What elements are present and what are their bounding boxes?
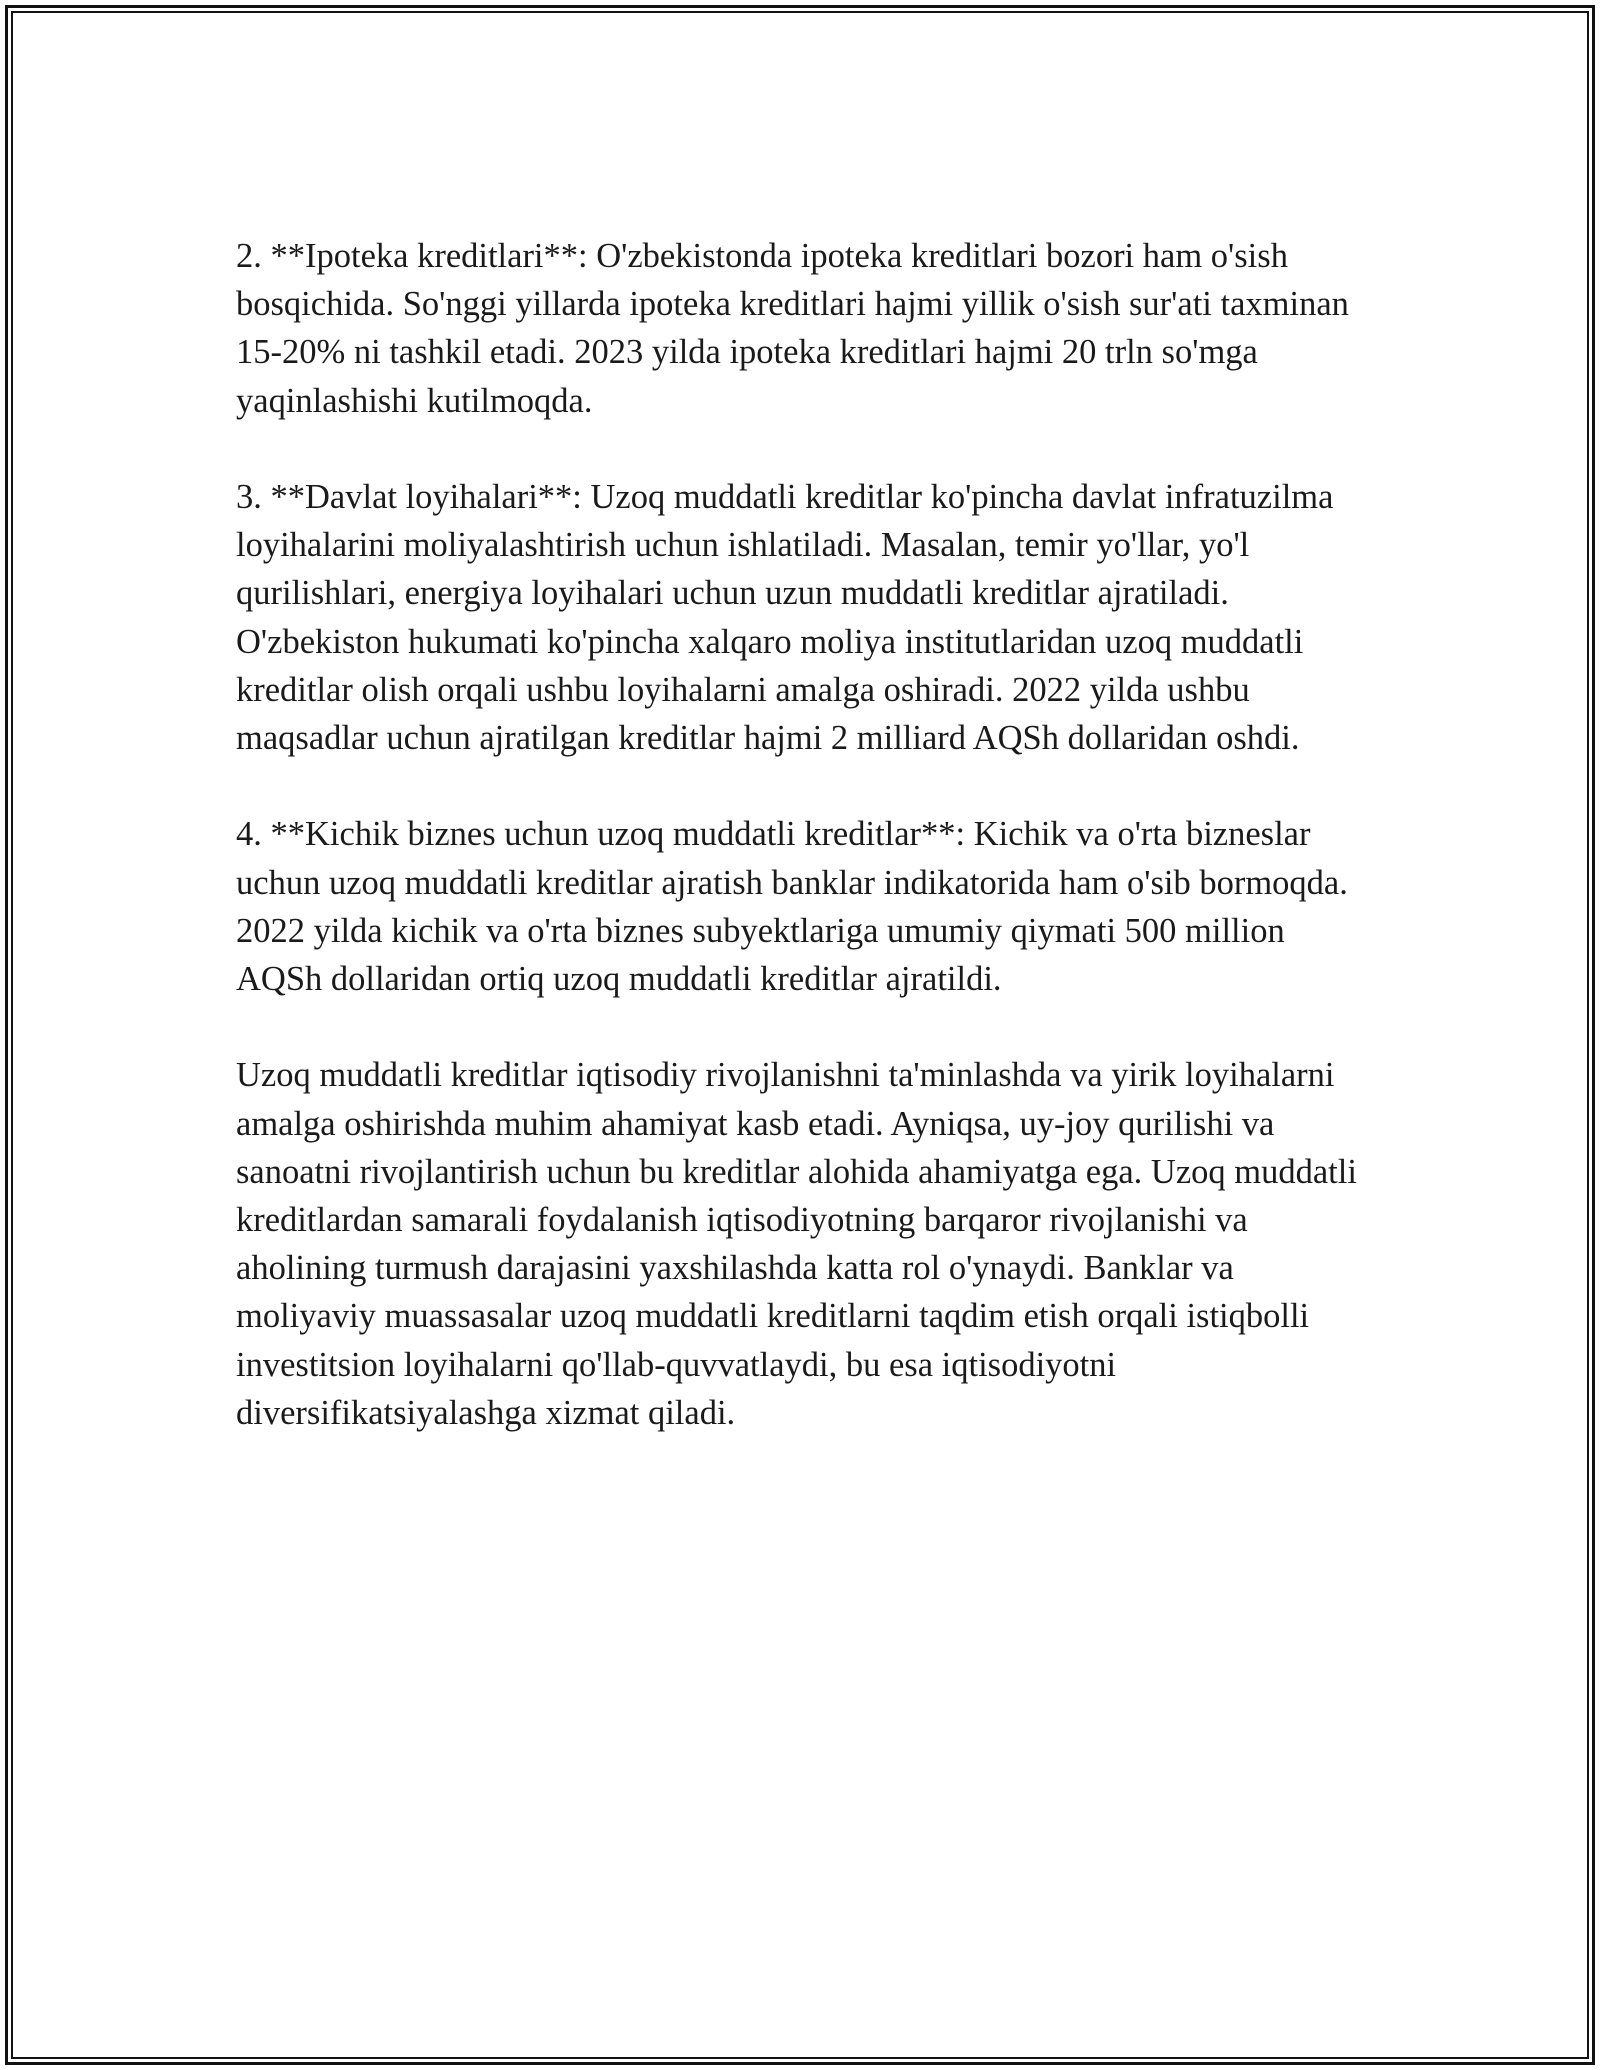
paragraph-small-business-loans: 4. **Kichik biznes uchun uzoq muddatli kreditlar**: Kichik va o'rta bizneslar uchun uzoq muddatli kreditlar ajratish banklar indikatorida ham o'sib bormoqda. 2022 yilda kichik va o'rta biznes subyektlariga umumiy qiymati 500 million AQSh dollaridan ortiq uzoq muddatli kreditlar ajratildi. bbox=[236, 815, 1348, 999]
paragraph-state-projects: 3. **Davlat loyihalari**: Uzoq muddatli kreditlar ko'pincha davlat infratuzilma loyihalarini moliyalashtirish uchun ishlatiladi. Masalan, temir yo'llar, yo'l qurilishlari, energiya loyihalari uchun uzun muddatli kreditlar ajratiladi. O'zbekiston hukumati ko'pincha xalqaro moliya institutlaridan uzoq muddatli kreditlar olish orqali ushbu loyihalarni amalga oshiradi. 2022 yilda ushbu maqsadlar uchun ajratilgan kreditlar hajmi 2 milliard AQSh dollaridan oshdi. bbox=[236, 478, 1334, 758]
document-body bbox=[236, 232, 1366, 1485]
paragraph-mortgage-loans: 2. **Ipoteka kreditlari**: O'zbekistonda ipoteka kreditlari bozori ham o'sish bosqichida. So'nggi yillarda ipoteka kreditlari hajmi yillik o'sish sur'ati taxminan 15-20% ni tashkil etadi. 2023 yilda ipoteka kreditlari hajmi 20 trln so'mga yaqinlashishi kutilmoqda. bbox=[236, 237, 1349, 420]
paragraph-conclusion: Uzoq muddatli kreditlar iqtisodiy rivojlanishni ta'minlashda va yirik loyihalarni amalga oshirishda muhim ahamiyat kasb etadi. Ayniqsa, uy-joy qurilishi va sanoatni rivojlantirish uchun bu kreditlar alohida ahamiyatga ega. Uzoq muddatli kreditlardan samarali foydalanish iqtisodiyotning barqaror rivojlanishi va aholining turmush darajasini yaxshilashda katta rol o'ynaydi. Banklar va moliyaviy muassasalar uzoq muddatli kreditlarni taqdim etish orqali istiqbolli investitsion loyihalarni qo'llab-quvvatlaydi, bu esa iqtisodiyotni diversifikatsiyalashga xizmat qiladi. bbox=[236, 1056, 1357, 1432]
